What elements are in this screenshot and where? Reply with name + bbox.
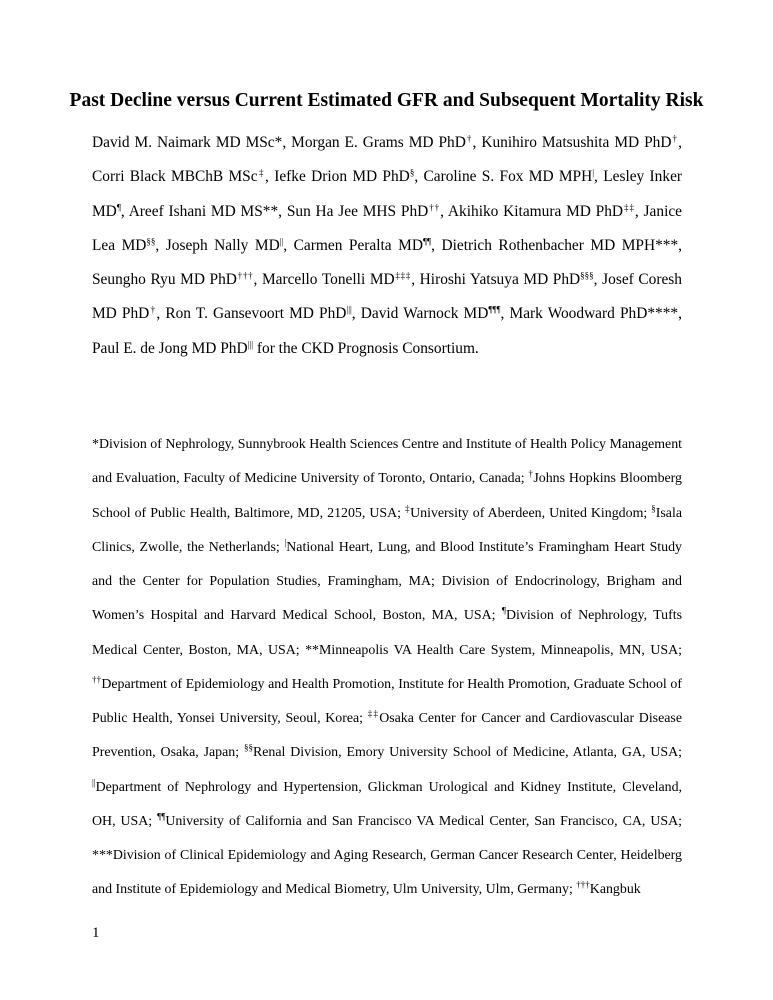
consortium-note: for the CKD Prognosis Consortium. xyxy=(256,339,479,357)
affiliation: ††Department of Epidemiology and Health Promotion, Institute for Health Promotion, Graduate School of Public Health, Yonsei University, Seoul, Korea; xyxy=(92,674,682,726)
author: Sun Ha Jee MHS PhD††, xyxy=(286,202,448,220)
affiliation-mark: ¶ xyxy=(501,605,506,616)
author: Seungho Ryu MD PhD†††, xyxy=(92,270,262,289)
author: David Warnock MD¶¶¶, xyxy=(360,305,510,323)
affiliation-mark: | xyxy=(592,167,595,178)
affiliation: *Division of Nephrology, Sunnybrook Health Sciences Centre and Institute of Health Policy Management and Evaluation, Faculty of Medicine University of Toronto, Ontario, Canada; xyxy=(92,437,682,487)
affiliation: ‡‡Osaka Center for Cancer and Cardiovascular Disease Prevention, Osaka, Japan; xyxy=(92,708,682,761)
author: Josef Coresh MD PhD†, xyxy=(92,271,682,323)
author: Janice Lea MD§§, xyxy=(92,202,683,254)
affiliation: §Isala Clinics, Zwolle, the Netherlands; xyxy=(92,503,682,555)
author: Lesley Inker MD¶, xyxy=(92,168,683,220)
affiliation-mark: ¶¶ xyxy=(422,236,432,247)
affiliation-mark: ||| xyxy=(346,305,352,316)
affiliation-mark: † xyxy=(465,133,473,144)
affiliation-mark: ‡‡‡ xyxy=(394,270,412,281)
affiliation-mark: † xyxy=(528,468,534,479)
affiliation: |National Heart, Lung, and Blood Institute’s Framingham Heart Study and the Center for Population Studies, Framingham, MA; Division of Endocrinology, Brigham and Women’s Hospital and Harvard Medical School, Boston, MA, USA; xyxy=(92,537,682,624)
affiliation-mark: ¶¶ xyxy=(157,811,166,822)
affiliation: ¶¶University of California and San Francisco VA Medical Center, San Francisco, CA, USA; ***Division of Clinical Epidemiology and Aging Research, German Cancer Research Center, Heidelberg and Institute of Epidemiology and Medical Biometry, Ulm University, Ulm, Germany; xyxy=(92,811,682,898)
author: Areef Ishani MD MS**, xyxy=(128,202,287,220)
affiliation-mark: ¶¶¶ xyxy=(488,305,501,316)
author: Marcello Tonelli MD‡‡‡, xyxy=(261,270,420,289)
author: Hiroshi Yatsuya MD PhD§§§, xyxy=(419,270,603,289)
affiliation: ||Department of Nephrology and Hypertension, Glickman Urological and Kidney Institute, Cleveland, OH, USA; xyxy=(92,777,682,829)
affiliation-mark: ||| xyxy=(247,339,254,350)
affiliation: †Johns Hopkins Bloomberg School of Public Health, Baltimore, MD, 21205, USA; xyxy=(92,468,683,521)
affiliations xyxy=(92,428,682,908)
author: Ron T. Gansevoort MD PhD|||, xyxy=(165,305,361,323)
author: Mark Woodward PhD****, xyxy=(509,305,682,323)
affiliation-mark: ††† xyxy=(576,879,590,890)
affiliation-mark: ¶ xyxy=(116,202,121,213)
author: Joseph Nally MD||, xyxy=(165,236,294,254)
affiliation-mark: ‡‡ xyxy=(367,708,380,719)
affiliation-mark: §§ xyxy=(243,742,253,753)
author: David M. Naimark MD MSc*, xyxy=(92,134,292,151)
affiliation-mark: †† xyxy=(92,674,102,685)
affiliation-mark: ‡ xyxy=(257,167,266,178)
affiliation-mark: †† xyxy=(428,202,441,213)
paper-title: Past Decline versus Current Estimated GFR and Subsequent Mortality Risk xyxy=(69,90,704,111)
author: Caroline S. Fox MD MPH|, xyxy=(423,167,604,186)
affiliation: †††Kangbuk xyxy=(576,879,641,898)
author: Kunihiro Matsushita MD PhD†, xyxy=(481,133,683,151)
affiliation-mark: | xyxy=(284,537,287,548)
author-list xyxy=(92,126,682,366)
author: Carmen Peralta MD¶¶, xyxy=(293,236,442,254)
affiliation-mark: §§ xyxy=(146,236,156,247)
affiliation-mark: † xyxy=(149,305,157,316)
author: Morgan E. Grams MD PhD†, xyxy=(291,133,482,151)
affiliation-mark: § xyxy=(409,167,415,178)
affiliation: ‡University of Aberdeen, United Kingdom; xyxy=(405,503,652,521)
author: Akihiko Kitamura MD PhD‡‡, xyxy=(447,202,644,220)
affiliation-mark: ††† xyxy=(236,270,254,281)
affiliation-mark: §§§ xyxy=(580,270,594,281)
affiliation-mark: ‡ xyxy=(405,503,411,514)
author: Iefke Drion MD PhD§, xyxy=(274,167,424,186)
affiliation-mark: † xyxy=(671,133,679,144)
page-number: 1 xyxy=(92,925,100,941)
affiliation-mark: || xyxy=(279,236,284,247)
affiliation-mark: || xyxy=(92,777,96,788)
affiliation: §§Renal Division, Emory University School of Medicine, Atlanta, GA, USA; xyxy=(243,742,682,761)
affiliation-mark: § xyxy=(651,503,656,514)
affiliation-mark: ‡‡ xyxy=(623,202,635,213)
affiliation: ¶Division of Nephrology, Tufts Medical Center, Boston, MA, USA; **Minneapolis VA Health Care System, Minneapolis, MN, USA; xyxy=(92,605,682,658)
author: Paul E. de Jong MD PhD||| xyxy=(92,339,254,357)
author: Corri Black MBChB MSc‡, xyxy=(92,167,275,186)
author: Dietrich Rothenbacher MD MPH***, xyxy=(441,236,683,254)
